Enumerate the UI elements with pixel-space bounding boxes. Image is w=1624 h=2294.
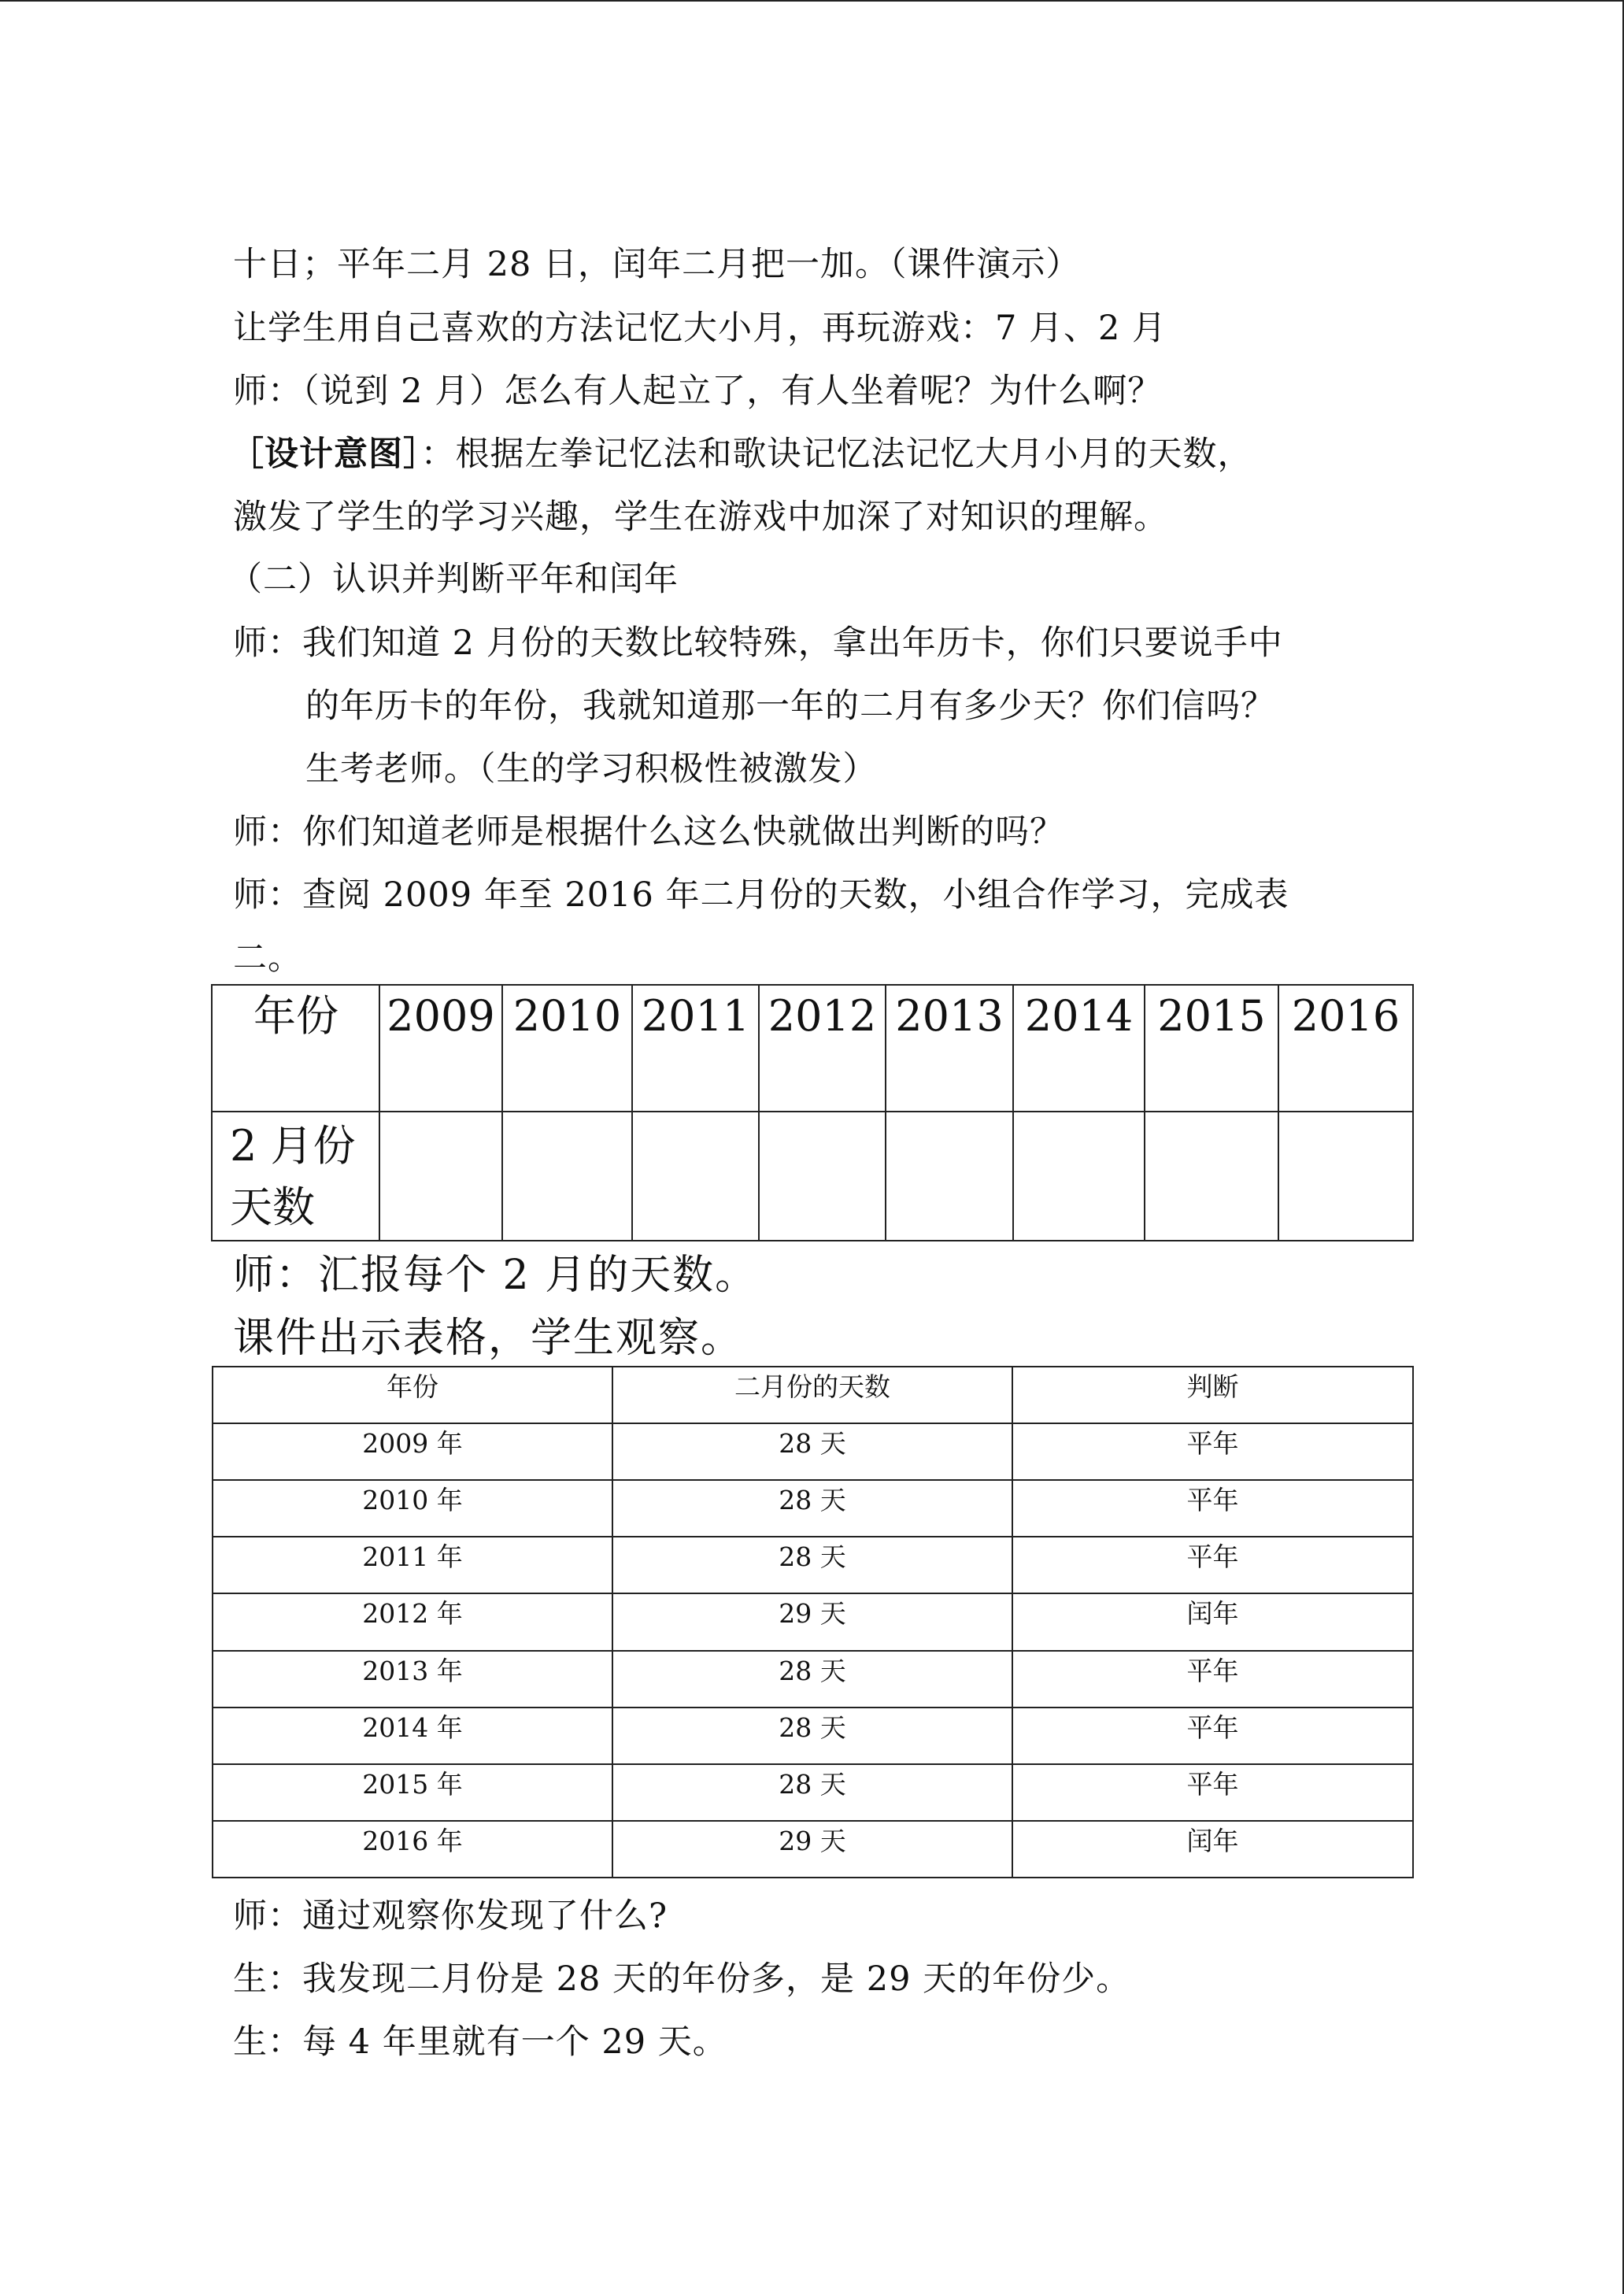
table2-judgement-cell: 平年	[1012, 1537, 1413, 1593]
paragraph-9: 生考老师。（生的学习积极性被激发）	[305, 749, 878, 789]
table2-days-cell: 28 天	[612, 1651, 1012, 1708]
design-intent-text: ：根据左拳记忆法和歌诀记忆法记忆大月小月的天数，	[420, 435, 1252, 474]
table2-days-cell: 29 天	[612, 1593, 1012, 1650]
table-row	[213, 1764, 1413, 1821]
table2-year-cell: 2015 年	[213, 1764, 612, 1821]
paragraph-1: 十日；平年二月 28 日，闰年二月把一加。（课件演示）	[233, 245, 1081, 284]
paragraph-10: 师：你们知道老师是根据什么这么快就做出判断的吗？	[233, 812, 1064, 852]
design-intent-paragraph	[230, 432, 1252, 476]
table1-year-cell: 2013	[886, 985, 1013, 1112]
february-days-blank-table	[211, 984, 1414, 1241]
paragraph-2: 让学生用自己喜欢的方法记忆大小月，再玩游戏：7 月、2 月	[233, 309, 1167, 348]
table1-year-row	[212, 985, 1413, 1112]
table2-year-cell: 2010 年	[213, 1480, 612, 1537]
table2-days-cell: 28 天	[612, 1423, 1012, 1480]
paragraph-15: 师：通过观察你发现了什么?	[233, 1896, 668, 1936]
table-row	[213, 1821, 1413, 1878]
table2-header-days: 二月份的天数	[612, 1367, 1012, 1423]
table2-judgement-cell: 平年	[1012, 1423, 1413, 1480]
table2-year-cell: 2009 年	[213, 1423, 612, 1480]
table-row	[213, 1708, 1413, 1764]
paragraph-5: 激发了学生的学习兴趣，学生在游戏中加深了对知识的理解。	[233, 498, 1168, 537]
paragraph-14: 课件出示表格，学生观察。	[233, 1315, 744, 1362]
table1-year-header: 年份	[212, 985, 379, 1112]
table2-judgement-cell: 平年	[1012, 1480, 1413, 1537]
table2-judgement-cell: 闰年	[1012, 1821, 1413, 1878]
table2-year-cell: 2012 年	[213, 1593, 612, 1650]
table1-days-header-line2: 天数	[230, 1182, 315, 1232]
table2-days-cell: 29 天	[612, 1821, 1012, 1878]
table2-judgement-cell: 平年	[1012, 1708, 1413, 1764]
paragraph-8: 的年历卡的年份，我就知道那一年的二月有多少天？你们信吗？	[305, 686, 1275, 726]
table1-year-cell: 2014	[1013, 985, 1145, 1112]
table1-days-header-line1: 2 月份	[230, 1121, 356, 1171]
table1-empty-cell	[379, 1112, 502, 1241]
paragraph-3: 师：（说到 2 月）怎么有人起立了，有人坐着呢？为什么啊？	[233, 372, 1163, 411]
paragraph-13: 师：汇报每个 2 月的天数。	[233, 1252, 758, 1299]
table2-judgement-cell: 闰年	[1012, 1593, 1413, 1650]
table1-empty-cell	[886, 1112, 1013, 1241]
table2-year-cell: 2014 年	[213, 1708, 612, 1764]
table2-year-cell: 2011 年	[213, 1537, 612, 1593]
table2-year-cell: 2013 年	[213, 1651, 612, 1708]
table1-days-row	[212, 1112, 1413, 1241]
table-row	[213, 1537, 1413, 1593]
table2-header-row	[213, 1367, 1413, 1423]
section-heading: （二）认识并判断平年和闰年	[228, 560, 679, 599]
table1-empty-cell	[1013, 1112, 1145, 1241]
paragraph-12: 二。	[233, 938, 302, 978]
table1-year-cell: 2010	[502, 985, 632, 1112]
leap-year-judgement-table	[212, 1366, 1414, 1878]
table2-judgement-cell: 平年	[1012, 1764, 1413, 1821]
design-intent-label: ［设计意图］	[230, 435, 421, 474]
table-row	[213, 1593, 1413, 1650]
table1-empty-cell	[759, 1112, 886, 1241]
table1-year-cell: 2016	[1278, 985, 1413, 1112]
table1-days-header	[212, 1112, 379, 1241]
table1-year-cell: 2015	[1145, 985, 1278, 1112]
table2-days-cell: 28 天	[612, 1537, 1012, 1593]
table-row	[213, 1423, 1413, 1480]
table-row	[213, 1480, 1413, 1537]
table1-empty-cell	[1145, 1112, 1278, 1241]
table1-empty-cell	[502, 1112, 632, 1241]
table1-year-cell: 2012	[759, 985, 886, 1112]
paragraph-17: 生：每 4 年里就有一个 29 天。	[233, 2022, 727, 2062]
table2-days-cell: 28 天	[612, 1708, 1012, 1764]
table2-year-cell: 2016 年	[213, 1821, 612, 1878]
table1-year-cell: 2009	[379, 985, 502, 1112]
table2-days-cell: 28 天	[612, 1764, 1012, 1821]
table1-year-cell: 2011	[632, 985, 759, 1112]
paragraph-11: 师：查阅 2009 年至 2016 年二月份的天数，小组合作学习，完成表	[233, 875, 1289, 915]
table1-empty-cell	[1278, 1112, 1413, 1241]
paragraph-16: 生：我发现二月份是 28 天的年份多，是 29 天的年份少。	[233, 1959, 1131, 1999]
table2-header-year: 年份	[213, 1367, 612, 1423]
table2-days-cell: 28 天	[612, 1480, 1012, 1537]
table-row	[213, 1651, 1413, 1708]
paragraph-7: 师：我们知道 2 月份的天数比较特殊，拿出年历卡，你们只要说手中	[233, 623, 1283, 663]
table1-empty-cell	[632, 1112, 759, 1241]
table2-judgement-cell: 平年	[1012, 1651, 1413, 1708]
table2-header-judgement: 判断	[1012, 1367, 1413, 1423]
